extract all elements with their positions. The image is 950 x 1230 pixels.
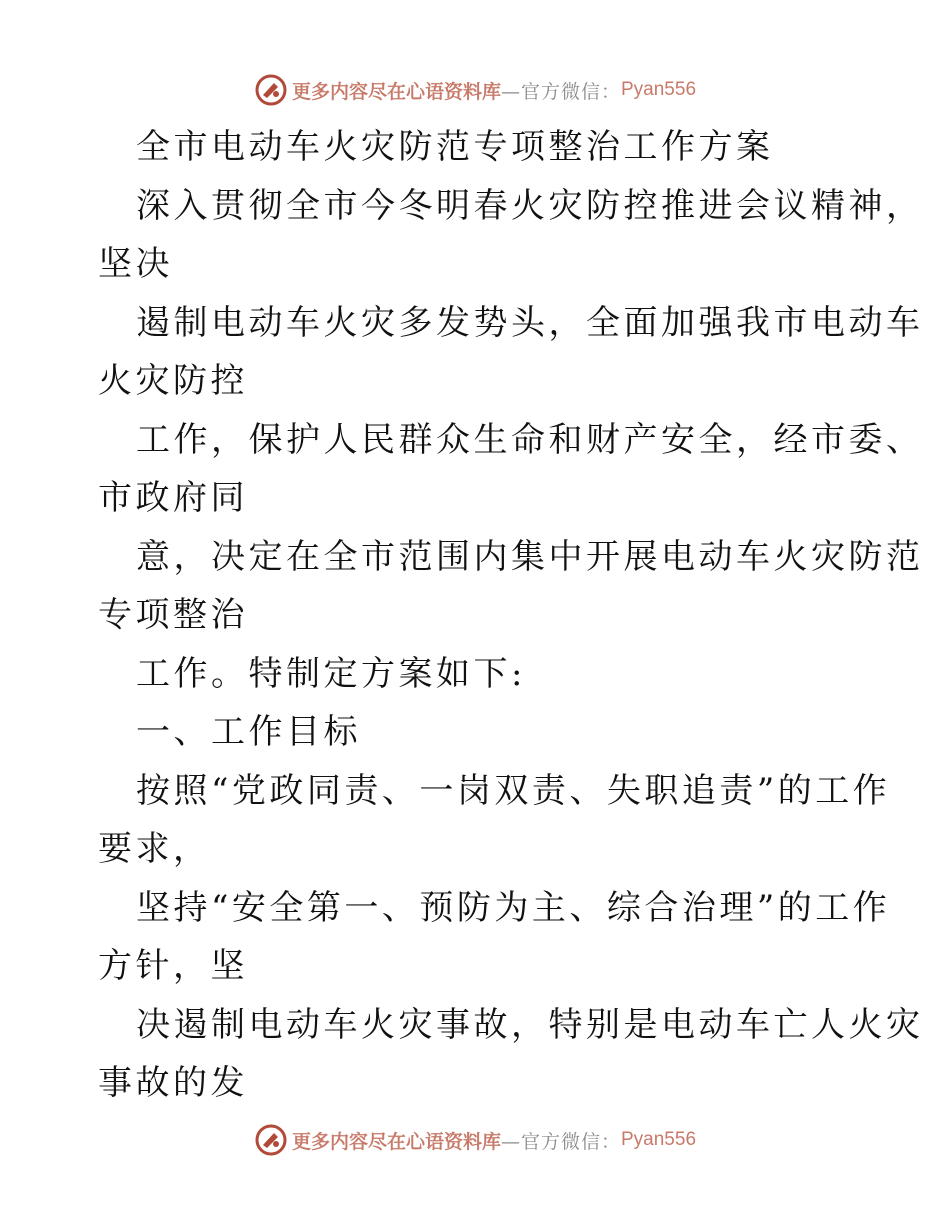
seal-logo-icon <box>254 1123 288 1157</box>
text-line: 坚持“安全第一、预防为主、综合治理”的工作 <box>136 887 891 928</box>
text-line: 意，决定在全市范围内集中开展电动车火灾防范 <box>136 536 924 577</box>
text-line: 工作。特制定方案如下: <box>136 653 526 694</box>
banner-contact: Pyan556 <box>621 1129 697 1150</box>
text-line: 要求， <box>98 829 211 869</box>
banner-dash: —官方微信： <box>500 1130 621 1153</box>
document-body <box>98 118 924 1113</box>
text-line: 全市电动车火灾防范专项整治工作方案 <box>136 127 774 167</box>
text-line: 坚决 <box>98 244 173 284</box>
text-line: 决遏制电动车火灾事故，特别是电动车亡人火灾 <box>136 1004 924 1045</box>
text-line: 市政府同 <box>98 478 248 518</box>
text-line: 方针，坚 <box>98 946 248 986</box>
footer-banner <box>0 1120 950 1160</box>
banner-contact: Pyan556 <box>621 79 697 100</box>
header-banner <box>0 70 950 110</box>
banner-text: 更多内容尽在心语资料库 <box>291 1130 501 1153</box>
text-line: 专项整治 <box>98 595 248 635</box>
banner-text: 更多内容尽在心语资料库 <box>291 80 501 103</box>
text-line: 深入贯彻全市今冬明春火灾防控推进会议精神， <box>136 185 924 226</box>
text-line: 一、工作目标 <box>136 712 361 752</box>
text-line: 工作，保护人民群众生命和财产安全，经市委、 <box>136 419 924 460</box>
banner-dash: —官方微信： <box>500 80 621 103</box>
text-line: 事故的发 <box>98 1063 248 1103</box>
text-line: 按照“党政同责、一岗双责、失职追责”的工作 <box>136 770 891 811</box>
text-line: 遏制电动车火灾多发势头，全面加强我市电动车 <box>136 302 924 343</box>
text-line: 火灾防控 <box>98 361 248 401</box>
seal-logo-icon <box>254 73 288 107</box>
